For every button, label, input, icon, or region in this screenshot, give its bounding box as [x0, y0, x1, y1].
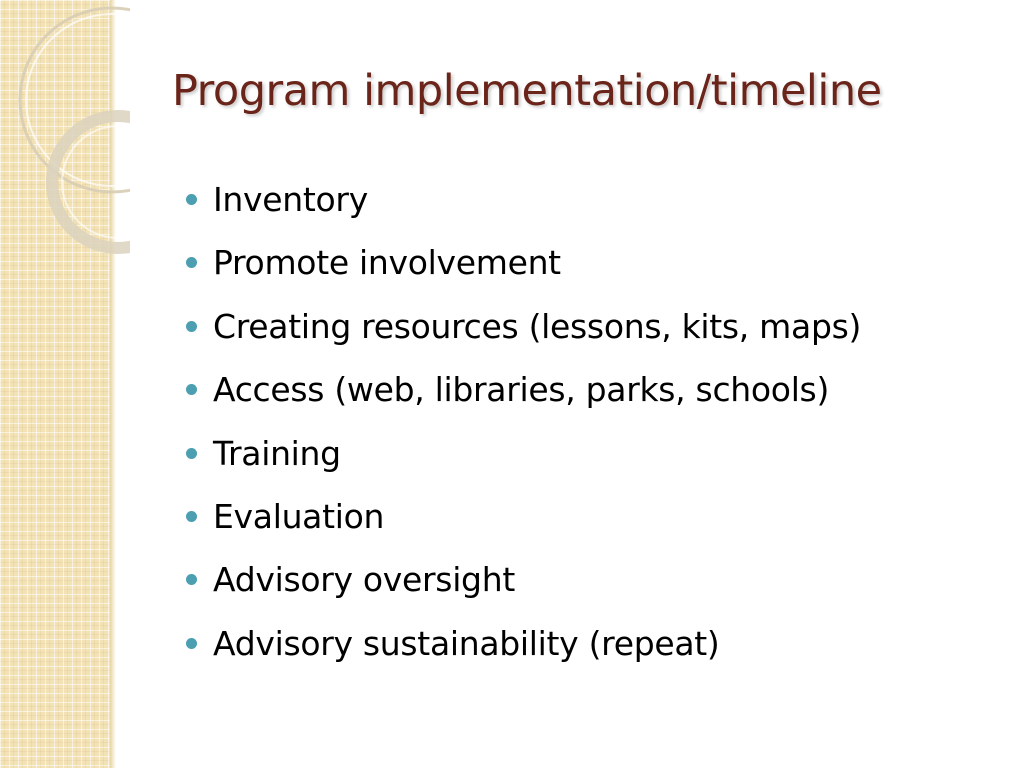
decorative-rings-icon: [0, 0, 130, 300]
bullet-item: [184, 548, 861, 611]
bullet-text: Access (web, libraries, parks, schools): [213, 370, 830, 410]
bullet-item: [184, 612, 861, 675]
bullet-text: Advisory sustainability (repeat): [213, 623, 720, 663]
bullet-text: Promote involvement: [213, 243, 561, 283]
round-bullet-icon: [186, 257, 197, 268]
bullet-text: Creating resources (lessons, kits, maps): [213, 306, 862, 346]
bullet-item: [184, 485, 861, 548]
bullet-item: [184, 168, 861, 231]
round-bullet-icon: [186, 574, 197, 585]
bullet-list: [184, 168, 861, 675]
bullet-text: Training: [213, 433, 341, 473]
round-bullet-icon: [186, 384, 197, 395]
bullet-item: [184, 295, 861, 358]
bullet-text: Inventory: [213, 180, 368, 219]
bullet-item: [184, 358, 861, 421]
bullet-text: Advisory oversight: [213, 560, 515, 600]
slide-title: Program implementation/timeline: [172, 66, 882, 116]
bullet-text: Evaluation: [213, 496, 385, 536]
bullet-item: [184, 422, 861, 485]
bullet-item: [184, 231, 861, 294]
round-bullet-icon: [186, 321, 197, 332]
round-bullet-icon: [186, 194, 197, 205]
round-bullet-icon: [186, 638, 197, 649]
round-bullet-icon: [186, 448, 197, 459]
round-bullet-icon: [186, 511, 197, 522]
